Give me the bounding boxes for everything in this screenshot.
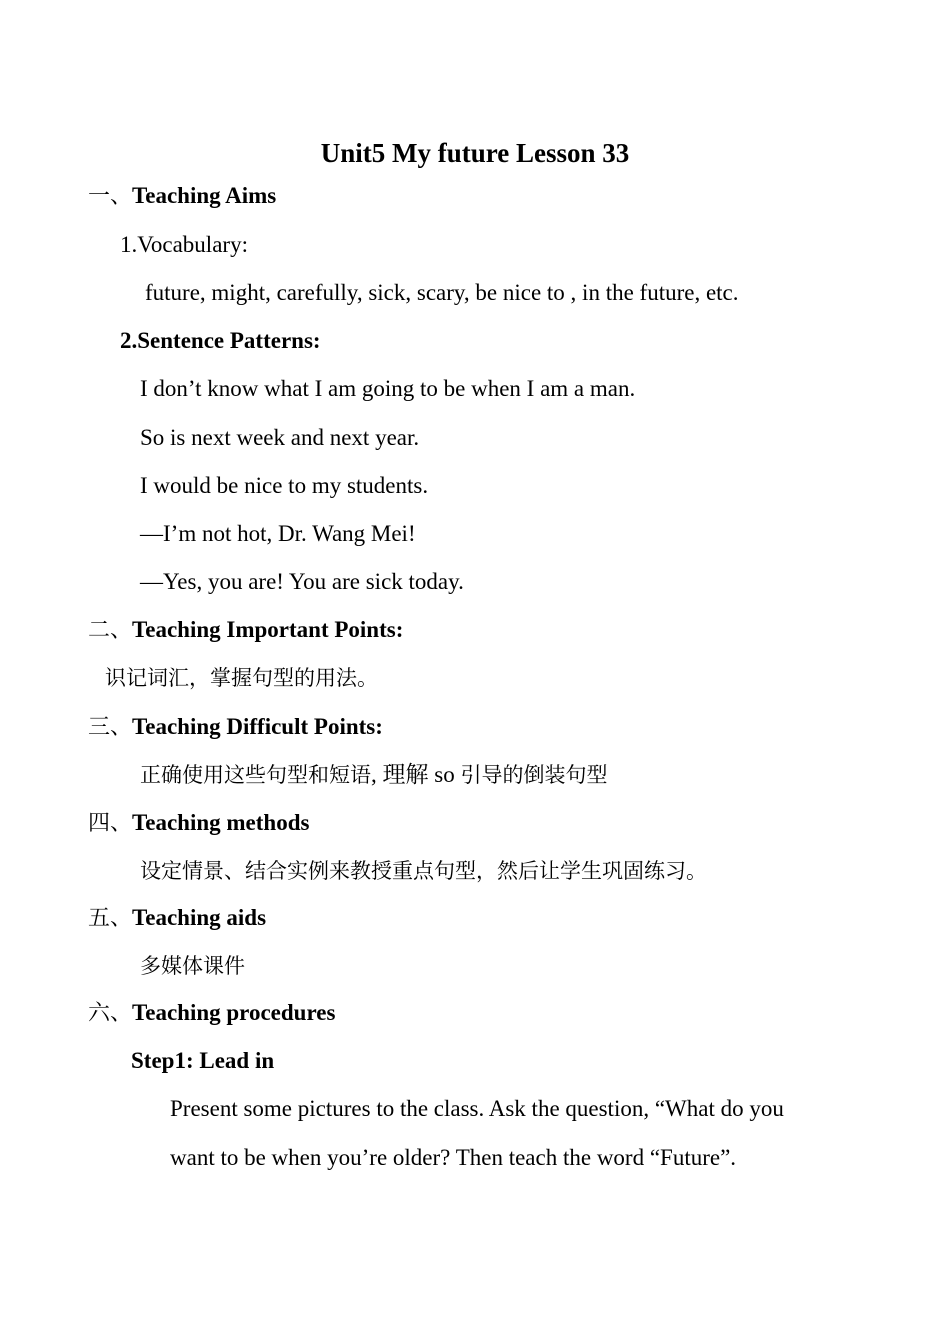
pattern-line: I would be nice to my students. bbox=[140, 473, 429, 498]
pattern-line: —I’m not hot, Dr. Wang Mei! bbox=[140, 521, 416, 546]
methods-text: 设定情景、结合实例来教授重点句型，然后让学生巩固练习。 bbox=[140, 859, 707, 883]
difficult-text-part: 引导的倒装句型 bbox=[460, 763, 608, 787]
section-marker: 二、 bbox=[88, 618, 133, 643]
step1-paragraph-line: want to be when you’re older? Then teach the word “Future”. bbox=[170, 1145, 737, 1170]
vocabulary-label: 1.Vocabulary: bbox=[120, 232, 248, 257]
section-heading-difficult bbox=[88, 713, 383, 742]
vocabulary-words: future, might, carefully, sick, scary, be nice to , in the future, etc. bbox=[145, 280, 739, 305]
section-marker: 三、 bbox=[88, 715, 133, 740]
section-heading-important bbox=[88, 616, 403, 645]
difficult-points-text bbox=[140, 761, 607, 789]
section-title: Teaching methods bbox=[132, 810, 310, 835]
pattern-line: So is next week and next year. bbox=[140, 425, 420, 450]
difficult-text-part: , 理解 so bbox=[371, 762, 461, 787]
section-title: Teaching procedures bbox=[132, 1000, 336, 1025]
section-title: Teaching Important Points: bbox=[132, 617, 404, 642]
section-marker: 一、 bbox=[88, 184, 133, 209]
section-title: Teaching Aims bbox=[132, 183, 277, 208]
section-marker: 五、 bbox=[88, 906, 133, 931]
section-marker: 四、 bbox=[88, 811, 133, 836]
difficult-text-part: 正确使用这些句型和短语 bbox=[140, 763, 371, 787]
important-points-text: 识记词汇，掌握句型的用法。 bbox=[105, 666, 378, 690]
pattern-line: I don’t know what I am going to be when I am a man. bbox=[140, 376, 636, 401]
aids-text: 多媒体课件 bbox=[140, 954, 245, 978]
section-heading-procedures bbox=[88, 999, 335, 1028]
sentence-patterns-label: 2.Sentence Patterns: bbox=[120, 328, 321, 353]
step1-paragraph-line: Present some pictures to the class. Ask the question, “What do you bbox=[170, 1096, 784, 1121]
section-marker: 六、 bbox=[88, 1001, 133, 1026]
section-heading-aims bbox=[88, 182, 276, 211]
section-title: Teaching Difficult Points: bbox=[132, 714, 383, 739]
pattern-line: —Yes, you are! You are sick today. bbox=[140, 569, 464, 594]
section-heading-methods bbox=[88, 809, 309, 838]
document-title: Unit5 My future Lesson 33 bbox=[320, 138, 630, 168]
section-title: Teaching aids bbox=[132, 905, 267, 930]
section-heading-aids bbox=[88, 904, 266, 933]
step1-heading: Step1: Lead in bbox=[131, 1048, 275, 1073]
